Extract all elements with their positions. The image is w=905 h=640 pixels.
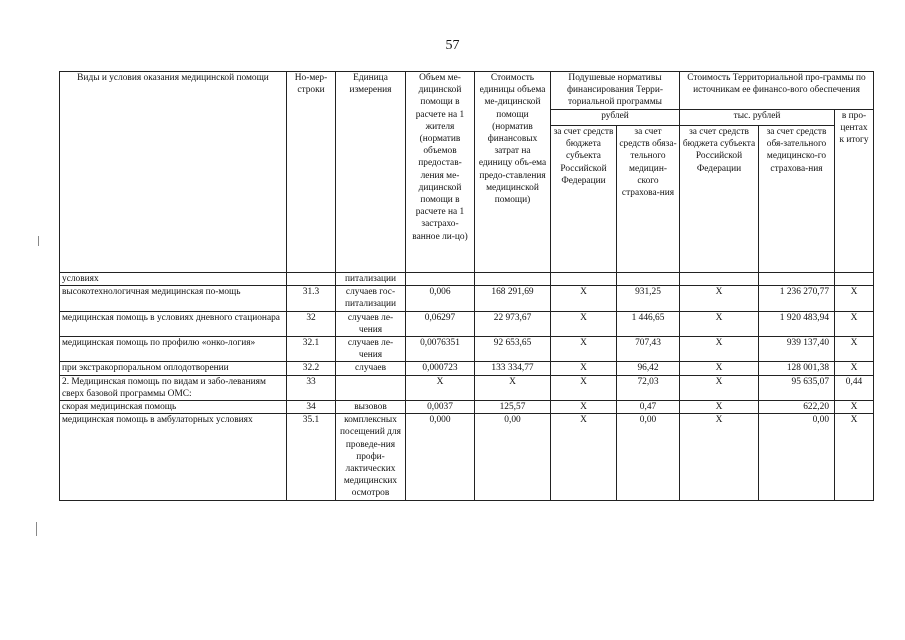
table-row: [60, 362, 874, 375]
table-row: [60, 375, 874, 400]
table-row: [60, 401, 874, 414]
cell-percent: X: [835, 414, 874, 500]
cell-pc-budget: [551, 273, 617, 286]
cell-percent: X: [835, 337, 874, 362]
cell-pc-oms: 0,00: [617, 414, 680, 500]
cell-row-no: 35.1: [287, 414, 336, 500]
header-total-cost: Стоимость Территориальной про-граммы по источникам ее финансо-вого обеспечения: [680, 72, 874, 110]
cell-cost: 168 291,69: [475, 286, 551, 311]
cell-percent: 0,44: [835, 375, 874, 400]
page-number: 57: [445, 38, 460, 53]
cell-type: медицинская помощь в условиях дневного стационара: [60, 311, 287, 336]
cell-tc-oms: 0,00: [759, 414, 835, 500]
cell-pc-budget: X: [551, 286, 617, 311]
cell-cost: 133 334,77: [475, 362, 551, 375]
cell-volume: 0,0037: [406, 401, 475, 414]
header-pc-oms: за счет средств обяза-тельного медицин-ского страхова-ния: [617, 126, 680, 273]
table-header: [60, 72, 874, 273]
header-per-capita: Подушевые нормативы финансирования Терри-ториальной программы: [551, 72, 680, 110]
table-row: [60, 414, 874, 500]
cell-type: высокотехнологичная медицинская по-мощь: [60, 286, 287, 311]
cell-type: скорая медицинская помощь: [60, 401, 287, 414]
cell-volume: 0,000: [406, 414, 475, 500]
cell-cost: 125,57: [475, 401, 551, 414]
header-row-no: Но-мер-строки: [287, 72, 336, 273]
cell-volume: 0,006: [406, 286, 475, 311]
cell-tc-budget: X: [680, 401, 759, 414]
cell-percent: X: [835, 311, 874, 336]
cell-row-no: 32.2: [287, 362, 336, 375]
table-row: [60, 273, 874, 286]
header-cost: Стоимость единицы объема ме-дицинской помощи (норматив финансовых затрат на единицу объ-ема предо-ставления медицинской помощи): [475, 72, 551, 273]
header-tc-budget: за счет средств бюджета субъекта Российской Федерации: [680, 126, 759, 273]
cell-tc-budget: X: [680, 375, 759, 400]
cell-type: условиях: [60, 273, 287, 286]
cell-unit: случаев: [336, 362, 406, 375]
cell-type: при экстракорпоральном оплодотворении: [60, 362, 287, 375]
financing-table: [59, 71, 874, 501]
table-row: [60, 311, 874, 336]
cell-unit: комплексных посещений для проведе-ния профи-лактических медицинских осмотров: [336, 414, 406, 500]
header-rubles: рублей: [551, 110, 680, 126]
cell-pc-oms: 1 446,65: [617, 311, 680, 336]
cell-unit: питализации: [336, 273, 406, 286]
cell-tc-oms: 1 920 483,94: [759, 311, 835, 336]
cell-percent: [835, 273, 874, 286]
cell-cost: 22 973,67: [475, 311, 551, 336]
cell-tc-oms: 1 236 270,77: [759, 286, 835, 311]
cell-tc-oms: 939 137,40: [759, 337, 835, 362]
cell-volume: X: [406, 375, 475, 400]
cell-tc-oms: [759, 273, 835, 286]
cell-percent: X: [835, 401, 874, 414]
cell-unit: вызовов: [336, 401, 406, 414]
cell-type: 2. Медицинская помощь по видам и забо-леваниям сверх базовой программы ОМС:: [60, 375, 287, 400]
cell-unit: [336, 375, 406, 400]
cell-percent: X: [835, 286, 874, 311]
cell-row-no: 32: [287, 311, 336, 336]
cell-volume: [406, 273, 475, 286]
cell-pc-oms: 931,25: [617, 286, 680, 311]
cell-row-no: 31.3: [287, 286, 336, 311]
table-row: [60, 286, 874, 311]
cell-tc-budget: X: [680, 362, 759, 375]
cell-row-no: 32.1: [287, 337, 336, 362]
header-unit: Единица измерения: [336, 72, 406, 273]
cell-pc-budget: X: [551, 401, 617, 414]
cell-pc-oms: 72,03: [617, 375, 680, 400]
cell-pc-budget: X: [551, 362, 617, 375]
cell-row-no: [287, 273, 336, 286]
cell-tc-budget: X: [680, 337, 759, 362]
cell-type: медицинская помощь в амбулаторных условиях: [60, 414, 287, 500]
cell-pc-oms: 0,47: [617, 401, 680, 414]
cell-tc-budget: X: [680, 311, 759, 336]
cell-tc-budget: X: [680, 286, 759, 311]
cell-pc-budget: X: [551, 337, 617, 362]
header-thousand-rubles: тыс. рублей: [680, 110, 835, 126]
cell-volume: 0,06297: [406, 311, 475, 336]
cell-cost: 92 653,65: [475, 337, 551, 362]
header-type: Виды и условия оказания медицинской помощи: [60, 72, 287, 273]
cell-pc-oms: [617, 273, 680, 286]
header-tc-oms: за счет средств обя-зательного медицинско-го страхова-ния: [759, 126, 835, 273]
cell-cost: [475, 273, 551, 286]
cell-tc-oms: 95 635,07: [759, 375, 835, 400]
cell-type: медицинская помощь по профилю «онко-логия»: [60, 337, 287, 362]
cell-volume: 0,0076351: [406, 337, 475, 362]
cell-pc-oms: 707,43: [617, 337, 680, 362]
cell-tc-oms: 622,20: [759, 401, 835, 414]
cell-percent: X: [835, 362, 874, 375]
header-pc-budget: за счет средств бюджета субъекта Российской Федерации: [551, 126, 617, 273]
cell-pc-budget: X: [551, 375, 617, 400]
margin-mark-bottom: [36, 522, 37, 536]
cell-unit: случаев гос-питализации: [336, 286, 406, 311]
cell-cost: X: [475, 375, 551, 400]
cell-cost: 0,00: [475, 414, 551, 500]
cell-unit: случаев ле-чения: [336, 337, 406, 362]
cell-tc-oms: 128 001,38: [759, 362, 835, 375]
cell-pc-budget: X: [551, 311, 617, 336]
cell-volume: 0,000723: [406, 362, 475, 375]
cell-unit: случаев ле-чения: [336, 311, 406, 336]
margin-mark-top: [38, 236, 39, 246]
cell-row-no: 33: [287, 375, 336, 400]
cell-row-no: 34: [287, 401, 336, 414]
cell-pc-oms: 96,42: [617, 362, 680, 375]
table-body: [60, 273, 874, 501]
cell-tc-budget: X: [680, 414, 759, 500]
cell-pc-budget: X: [551, 414, 617, 500]
header-volume: Объем ме-дицинской помощи в расчете на 1 жителя (норматив объемов предостав-ления ме-дицинской помощи в расчете на 1 застрахо-ванное ли-цо): [406, 72, 475, 273]
cell-tc-budget: [680, 273, 759, 286]
table-row: [60, 337, 874, 362]
header-percent: в про-центах к итогу: [835, 110, 874, 273]
